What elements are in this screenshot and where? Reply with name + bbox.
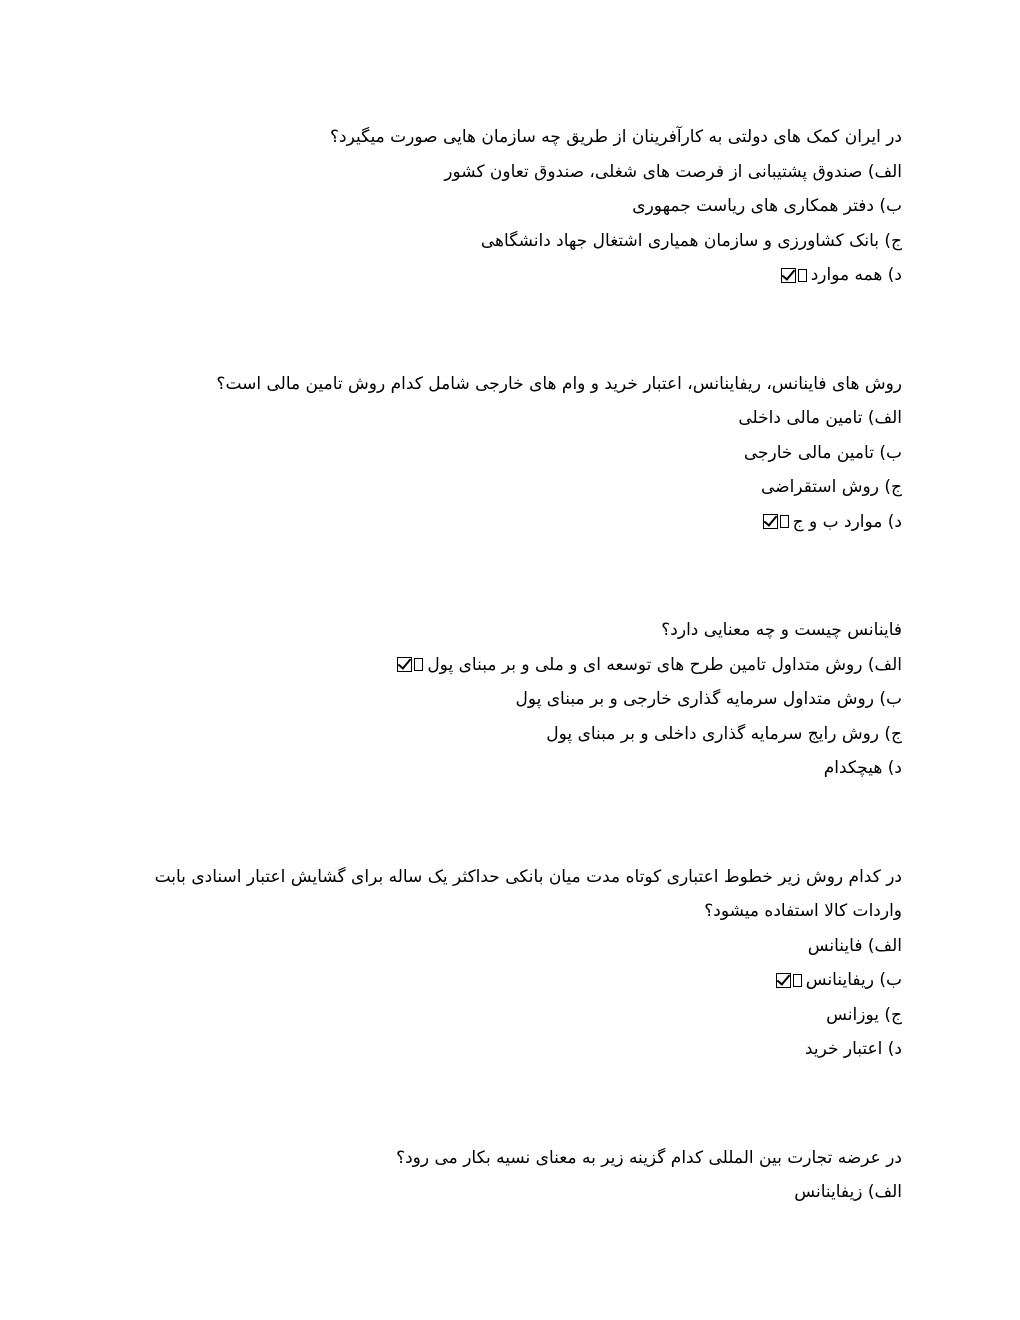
document-page <box>130 120 902 1210</box>
option-label: الف) فاینانس <box>807 935 902 956</box>
answer-mark <box>781 266 809 284</box>
option-item <box>130 963 902 998</box>
option-label: ب) تامین مالی خارجی <box>743 442 902 463</box>
empty-box-icon <box>793 974 802 987</box>
option-label: د) موارد ب و ج <box>792 511 902 532</box>
option-label: ب) ریفاینانس <box>805 970 902 990</box>
option-item <box>130 1032 902 1067</box>
checked-box-icon <box>776 973 791 988</box>
answer-mark <box>763 513 791 531</box>
option-label: الف) صندوق پشتیبانی از فرصت های شغلی، صندوق تعاون کشور <box>444 161 902 182</box>
option-item <box>130 1175 902 1210</box>
empty-box-icon <box>798 269 807 282</box>
option-item <box>130 258 902 293</box>
question-text: در کدام روش زیر خطوط اعتباری کوتاه مدت میان بانکی حداکثر یک ساله برای گشایش اعتبار اسنادی بابت واردات کالا استفاده میشود؟ <box>154 866 902 921</box>
question-text: روش های فاینانس، ریفاینانس، اعتبار خرید و وام های خارجی شامل کدام روش تامین مالی است؟ <box>216 373 902 394</box>
option-label: الف) روش متداول تامین طرح های توسعه ای و ملی و بر مبنای پول <box>427 654 902 675</box>
option-item <box>130 751 902 786</box>
option-item <box>130 682 902 717</box>
option-label: ج) یوزانس <box>826 1004 902 1025</box>
option-item <box>130 224 902 259</box>
option-label: ج) روش استقراضی <box>761 477 902 497</box>
option-item <box>130 155 902 190</box>
question-block <box>130 367 902 540</box>
question-block <box>130 613 902 786</box>
empty-box-icon <box>780 515 789 528</box>
question-text: در عرضه تجارت بین المللی کدام گزینه زیر به معنای نسیه بکار می رود؟ <box>396 1147 902 1168</box>
option-label: ب) دفتر همکاری های ریاست جمهوری <box>632 196 902 216</box>
option-item <box>130 436 902 471</box>
option-item <box>130 470 902 505</box>
question-block <box>130 1141 902 1210</box>
option-item <box>130 189 902 224</box>
checked-box-icon <box>763 514 778 529</box>
option-label: ج) روش رایج سرمایه گذاری داخلی و بر مبنای پول <box>546 723 902 744</box>
empty-box-icon <box>414 658 423 671</box>
question-text: در ایران کمک های دولتی به کارآفرینان از طریق چه سازمان هایی صورت میگیرد؟ <box>330 127 902 147</box>
option-label: ب) روش متداول سرمایه گذاری خارجی و بر مبنای پول <box>515 689 902 709</box>
question-block <box>130 860 902 1067</box>
option-item <box>130 648 902 683</box>
option-label: د) اعتبار خرید <box>804 1039 902 1059</box>
answer-mark <box>397 656 425 674</box>
option-label: الف) زیفاینانس <box>794 1182 902 1202</box>
option-item <box>130 998 902 1033</box>
option-label: ج) بانک کشاورزی و سازمان همیاری اشتغال جهاد دانشگاهی <box>480 230 902 251</box>
answer-mark <box>776 971 804 989</box>
checked-box-icon <box>781 268 796 283</box>
checked-box-icon <box>397 657 412 672</box>
option-item <box>130 505 902 540</box>
option-label: د) هیچکدام <box>823 758 902 778</box>
option-label: الف) تامین مالی داخلی <box>738 408 902 428</box>
option-item <box>130 929 902 964</box>
option-item <box>130 717 902 752</box>
question-text: فاینانس چیست و چه معنایی دارد؟ <box>661 620 902 640</box>
option-label: د) همه موارد <box>810 265 902 285</box>
option-item <box>130 401 902 436</box>
question-block <box>130 120 902 293</box>
